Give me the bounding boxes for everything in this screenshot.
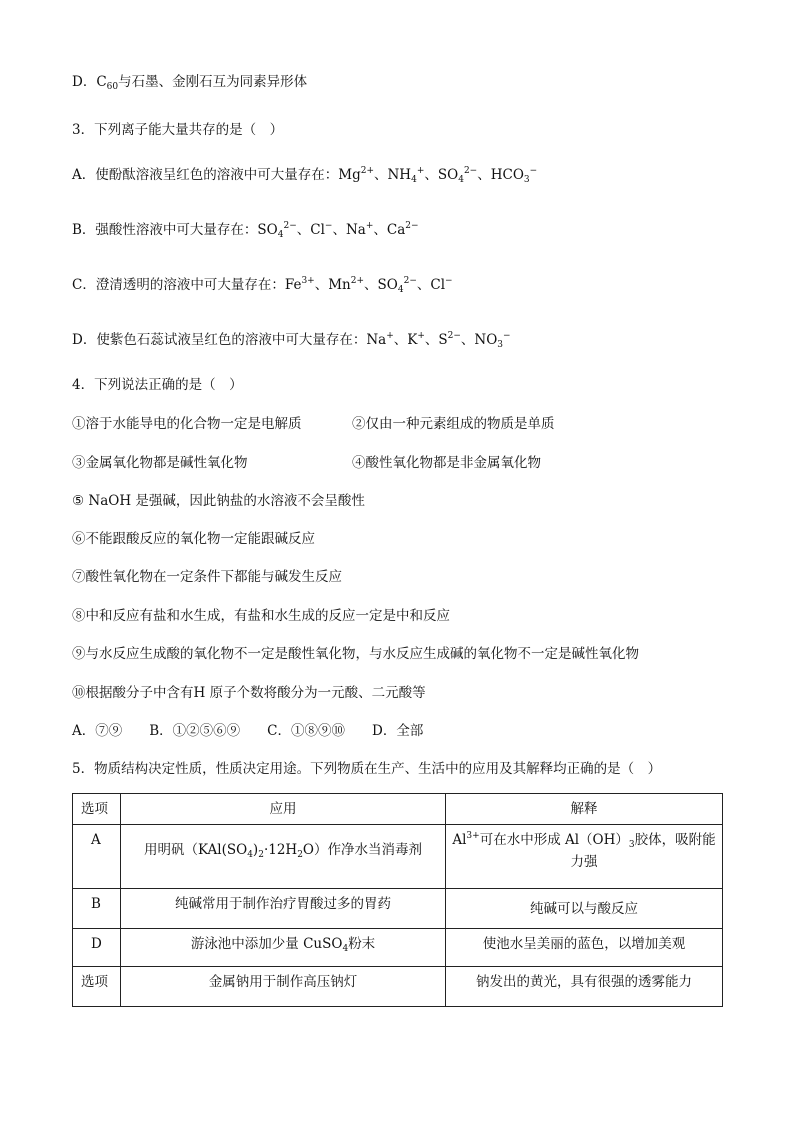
row-option: D xyxy=(73,929,121,967)
row-application: 金属钠用于制作高压钠灯 xyxy=(121,967,446,1007)
q3-option-a: A．使酚酞溶液呈红色的溶液中可大量存在：$Mg^{2+}$、$NH_4^+$、$SO_4^{2-}$、$HCO_3^-$ xyxy=(72,166,538,185)
table-header-row xyxy=(73,794,723,825)
q3-option-c: C．澄清透明的溶液中可大量存在：$Fe^{3+}$、$Mn^{2+}$、$SO_4^{2-}$、Cl− xyxy=(72,276,453,295)
row-option: B xyxy=(73,889,121,929)
q4-stem: 4．下列说法正确的是（ ） xyxy=(72,377,243,393)
q3-option-b: B．强酸性溶液中可大量存在：$SO_4^{2-}$、Cl−、Na+、$Ca^{2-}$ xyxy=(72,221,419,240)
row-explanation: 钠发出的黄光，具有很强的透雾能力 xyxy=(446,967,723,1007)
header-option: 选项 xyxy=(73,794,121,825)
q5-answer-table xyxy=(72,793,723,1007)
header-explanation: 解释 xyxy=(446,794,723,825)
q4-statement-8: ⑧中和反应有盐和水生成，有盐和水生成的反应一定是中和反应 xyxy=(72,608,450,624)
q5-stem: 5．物质结构决定性质，性质决定用途。下列物质在生产、生活中的应用及其解释均正确的是（ ） xyxy=(72,761,662,777)
table-row xyxy=(73,889,723,929)
q4-statement-9: ⑨与水反应生成酸的氧化物不一定是酸性氧化物，与水反应生成碱的氧化物不一定是碱性氧化物 xyxy=(72,646,639,662)
q3-stem: 3．下列离子能大量共存的是（ ） xyxy=(72,122,284,138)
row-explanation: 纯碱可以与酸反应 xyxy=(446,889,723,929)
q4-statement-6: ⑥不能跟酸反应的氧化物一定能跟碱反应 xyxy=(72,531,315,547)
row-explanation: $Al^{3+}$可在水中形成 $Al(OH)_3$胶体，吸附能力强 xyxy=(446,825,723,889)
q4-statement-5: ⑤ NaOH 是强碱，因此钠盐的水溶液不会呈酸性 xyxy=(72,493,365,509)
q4-statement-10: ⑩根据酸分子中含有H 原子个数将酸分为一元酸、二元酸等 xyxy=(72,685,426,701)
q4-statement-2: ②仅由一种元素组成的物质是单质 xyxy=(352,416,555,432)
q4-statement-3: ③金属氧化物都是碱性氧化物 xyxy=(72,455,248,471)
row-application: 用明矾$(KAl(SO_4)_2\cdot 12H_2O)$作净水当消毒剂 xyxy=(121,825,446,889)
q4-options: A．⑦⑨ B．①②⑤⑥⑨ C．①⑧⑨⑩ D．全部 xyxy=(72,723,424,739)
header-application: 应用 xyxy=(121,794,446,825)
row-option: 选项 xyxy=(73,967,121,1007)
table-row xyxy=(73,825,723,889)
row-option: A xyxy=(73,825,121,889)
q4-statement-1: ①溶于水能导电的化合物一定是电解质 xyxy=(72,416,302,432)
row-application: 游泳池中添加少量 CuSO$_4$粉末 xyxy=(121,929,446,967)
q3-option-d: D．使紫色石蕊试液呈红色的溶液中可大量存在：Na+、K+、$S^{2-}$、$NO_3^-$ xyxy=(72,331,511,350)
row-application: 纯碱常用于制作治疗胃酸过多的胃药 xyxy=(121,889,446,929)
q4-statement-4: ④酸性氧化物都是非金属氧化物 xyxy=(352,455,541,471)
table-row xyxy=(73,929,723,967)
q4-statement-7: ⑦酸性氧化物在一定条件下都能与碱发生反应 xyxy=(72,569,342,585)
q2-option-d: D．$C_{60}$与石墨、金刚石互为同素异形体 xyxy=(72,74,308,92)
table-row xyxy=(73,967,723,1007)
row-explanation: 使池水呈美丽的蓝色，以增加美观 xyxy=(446,929,723,967)
